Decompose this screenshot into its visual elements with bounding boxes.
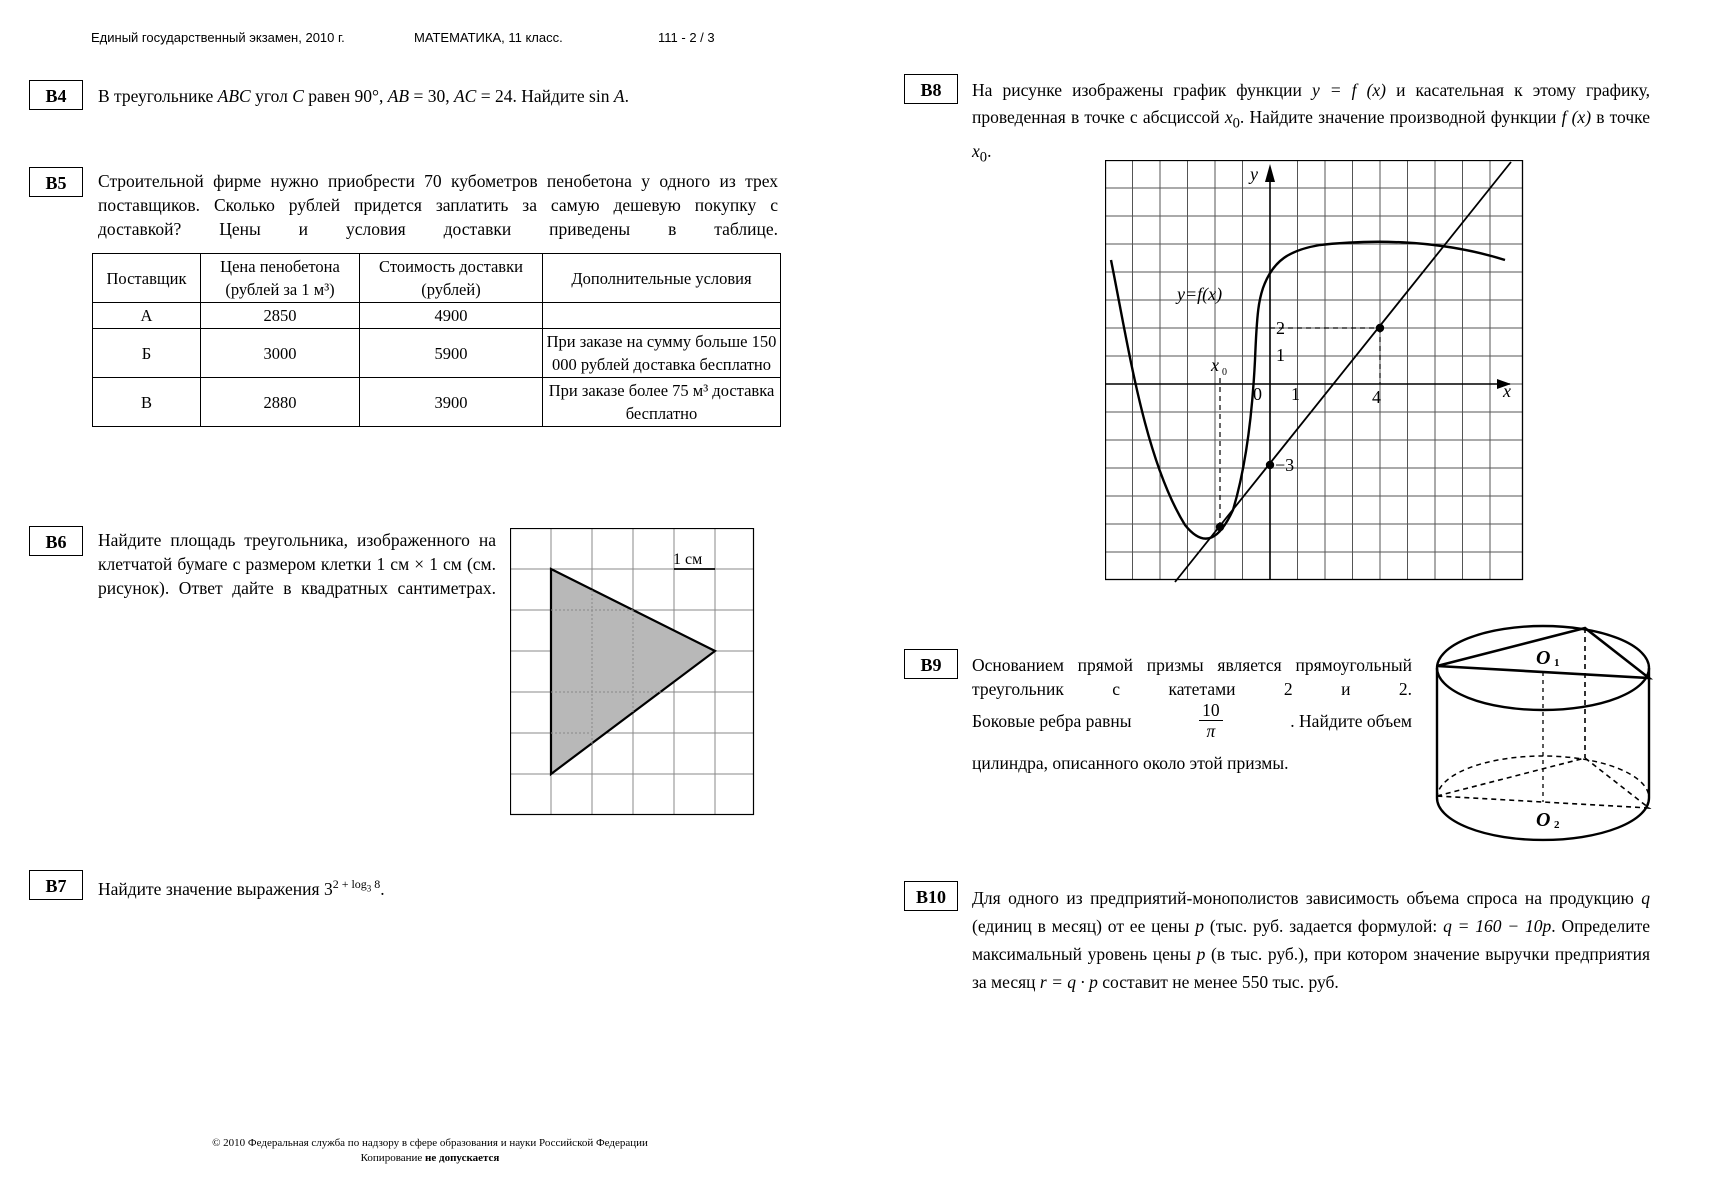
header-exam: Единый государственный экзамен, 2010 г.	[91, 30, 345, 45]
x0-label: x	[1211, 355, 1219, 375]
graph-labels	[1175, 164, 1511, 475]
task-b4-text	[98, 84, 788, 108]
footer	[160, 1136, 700, 1166]
table-header: Поставщик	[93, 254, 201, 303]
header-subject: МАТЕМАТИКА, 11 класс.	[414, 30, 563, 45]
table-header: Стоимость доставки (рублей)	[360, 254, 543, 303]
task-label-b4: B4	[29, 80, 83, 110]
b7-text: Найдите значение выражения	[98, 878, 324, 899]
task-b8-text	[972, 77, 1650, 171]
b10-t1: Для одного из предприятий-монополистов зависимость объема спроса на продукцию	[972, 888, 1642, 908]
graph-grid	[1105, 160, 1523, 580]
b10-t5: (в тыс. руб.), при котором значение выручки предприятия за месяц	[972, 944, 1650, 992]
task-label-b5: B5	[29, 167, 83, 197]
b10-p: p	[1195, 916, 1205, 936]
b8-f1: y = f (x)	[1311, 80, 1386, 100]
price-table	[92, 253, 781, 427]
b10-formula2: r = q · p	[1039, 972, 1098, 992]
b9-t2: Боковые ребра равны	[972, 710, 1132, 731]
table-cell: А	[93, 303, 201, 329]
b4-t1: В треугольнике	[98, 86, 218, 106]
table-cell: 5900	[360, 329, 543, 378]
table-cell: 2850	[201, 303, 360, 329]
header-page: 111 - 2 / 3	[658, 30, 715, 45]
task-b5-text: Строительной фирме нужно приобрести 70 кубометров пенобетона у одного из трех поставщиков. Сколько рублей придется заплатить за самую дешевую покупку с доставкой? Цены и условия доставки приведены в таблице.	[98, 171, 778, 239]
b10-p-2: p	[1196, 944, 1206, 964]
o1-label: O	[1536, 647, 1551, 669]
tick-ym3-label: −3	[1275, 455, 1295, 475]
b8-t2: и касательная к этому графику, проведенная в точке с абсциссой	[972, 80, 1650, 127]
table-cell: 3900	[360, 378, 543, 427]
footer-line2	[160, 1151, 700, 1166]
y-axis-arrow	[1265, 164, 1275, 182]
function-curve	[1111, 242, 1505, 539]
cylinder-figure	[1430, 620, 1655, 845]
task-b9-line1: Основанием прямой призмы является прямоугольный треугольник с катетами 2 и 2.	[972, 655, 1412, 699]
task-label-b9: B9	[904, 649, 958, 679]
b9-t3: . Найдите объем	[1290, 710, 1412, 731]
task-b9-line3: цилиндра, описанного около этой призмы.	[972, 753, 1289, 773]
table-cell: В	[93, 378, 201, 427]
table-cell: 2880	[201, 378, 360, 427]
footer-line1: © 2010 Федеральная служба по надзору в сфере образования и науки Российской Федерации	[212, 1137, 648, 1149]
b8-x0: x	[1224, 107, 1233, 127]
task-label-b10: B10	[904, 881, 958, 911]
b10-t3: (тыс. руб. задается формулой:	[1204, 916, 1444, 936]
scale-label: 1 см	[673, 551, 703, 568]
b4-abc: ABC	[217, 86, 251, 106]
task-label-b6: B6	[29, 526, 83, 556]
table-header: Цена пенобетона (рублей за 1 м³)	[201, 254, 360, 303]
line-point-4-2	[1376, 324, 1384, 332]
b10-formula: q = 160 − 10p	[1443, 916, 1552, 936]
table-row	[93, 378, 781, 427]
b8-t4: в точке	[1591, 107, 1650, 127]
b4-t4: = 30,	[409, 86, 454, 106]
origin-label: 0	[1253, 384, 1262, 404]
footer-line2a: Копирование	[360, 1152, 426, 1164]
b8-t3: . Найдите значение производной функции	[1239, 107, 1562, 127]
table-cell: При заказе на сумму больше 150 000 рублей доставка бесплатно	[543, 329, 781, 378]
task-b7-text	[98, 872, 385, 901]
b10-q: q	[1641, 888, 1650, 908]
table-cell: 3000	[201, 329, 360, 378]
table-cell: При заказе более 75 м³ доставка бесплатно	[543, 378, 781, 427]
b4-t6: .	[624, 86, 629, 106]
task-label-b8: B8	[904, 74, 958, 104]
b9-fraction	[1199, 700, 1223, 741]
table-row	[93, 329, 781, 378]
table-row	[93, 303, 781, 329]
tick-y2-label: 2	[1276, 318, 1285, 338]
b7-base: 3	[323, 878, 333, 899]
b10-t4: . Определите максимальный уровень цены	[972, 916, 1650, 964]
b4-ab: AB	[387, 86, 410, 106]
x0-label-sub: 0	[1222, 367, 1227, 378]
x-axis-label: x	[1503, 381, 1511, 401]
b8-x0-sub-2: 0	[979, 149, 988, 165]
task-b10-text	[972, 884, 1650, 996]
b4-t5: = 24. Найдите sin	[476, 86, 614, 106]
function-graph	[1105, 160, 1525, 585]
b4-t3: равен 90°,	[303, 86, 388, 106]
table-header: Дополнительные условия	[543, 254, 781, 303]
task-b9-line2	[972, 700, 1412, 741]
b7-exp-arg: 8	[371, 877, 381, 891]
o1-label-sub: 1	[1554, 657, 1560, 669]
o2-label-sub: 2	[1554, 819, 1560, 831]
b4-a: A	[613, 86, 625, 106]
task-b6-text: Найдите площадь треугольника, изображенного на клетчатой бумаге с размером клетки 1 см × 1 см (см. рисунок). Ответ дайте в квадратных сантиметрах.	[98, 530, 496, 598]
o2-label: O	[1536, 809, 1551, 831]
tick-y1-label: 1	[1276, 345, 1285, 365]
b8-f2: f (x)	[1561, 107, 1592, 127]
b7-exp-sub: 3	[366, 883, 372, 894]
b4-c: C	[292, 86, 304, 106]
y-axis-label: y	[1250, 164, 1258, 184]
table-header-row	[93, 254, 781, 303]
tangent-point	[1216, 523, 1224, 531]
table-cell: 4900	[360, 303, 543, 329]
b4-ac: AC	[453, 86, 477, 106]
function-label: y=f(x)	[1177, 284, 1223, 304]
b10-t2: (единиц в месяц) от ее цены	[972, 916, 1196, 936]
task-label-b7: B7	[29, 870, 83, 900]
table-cell	[543, 303, 781, 329]
b9-num: 10	[1199, 700, 1223, 721]
b7-end: .	[380, 878, 385, 899]
line-point-0-m3	[1266, 461, 1274, 469]
b9-den: π	[1206, 721, 1216, 741]
b8-x0-sub: 0	[1232, 115, 1240, 132]
table-cell: Б	[93, 329, 201, 378]
b8-x0-2: x	[972, 140, 980, 161]
footer-line2b: не допускается	[425, 1152, 500, 1164]
b8-t1: На рисунке изображены график функции	[972, 80, 1312, 100]
triangle-grid-figure	[510, 528, 755, 816]
b4-t2: угол	[250, 86, 293, 106]
b8-end: .	[987, 140, 992, 161]
tick-x1-label: 1	[1291, 384, 1300, 404]
graph-border	[1106, 161, 1523, 580]
b7-exp: 2 + log	[332, 877, 367, 891]
tick-x4-label: 4	[1372, 387, 1381, 407]
b10-t6: составит не менее 550 тыс. руб.	[1097, 972, 1339, 992]
